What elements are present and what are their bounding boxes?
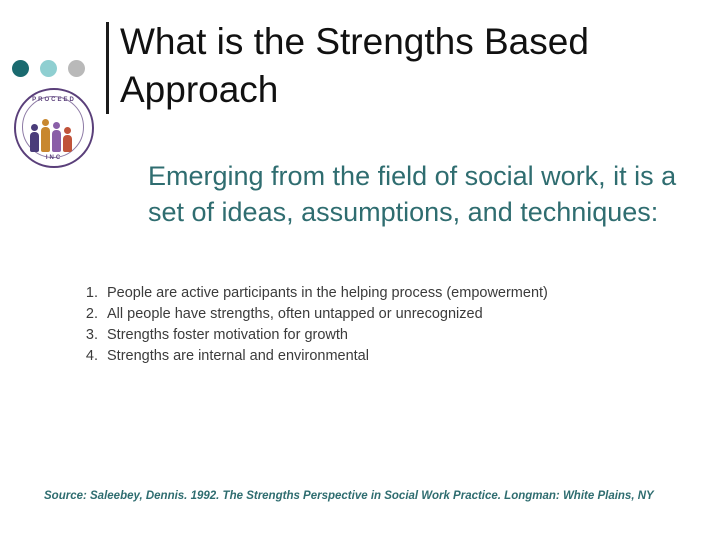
page-title: What is the Strengths Based Approach <box>120 21 589 110</box>
list-item <box>72 325 652 345</box>
list-item-number: 1. <box>85 285 98 301</box>
slide-subtitle: Emerging from the field of social work, it is a set of ideas, assumptions, and techniques: <box>148 161 677 227</box>
dot-light-teal-icon <box>40 60 57 77</box>
dot-teal-icon <box>12 60 29 77</box>
dot-gray-icon <box>68 60 85 77</box>
list-item-number: 2. <box>85 306 98 322</box>
list-item-number: 4. <box>85 348 98 364</box>
list-item-number: 3. <box>85 327 98 343</box>
numbered-list <box>72 283 652 367</box>
list-item <box>72 283 652 303</box>
figure-4-icon <box>63 127 72 152</box>
seal-top-label: PROCEED <box>32 97 76 103</box>
proceed-seal-icon <box>14 88 94 168</box>
seal-bottom-label: INC <box>45 155 63 161</box>
figure-1-icon <box>30 124 39 152</box>
figure-2-icon <box>41 119 50 152</box>
source-citation: Source: Saleebey, Dennis. 1992. The Strengths Perspective in Social Work Practice. Longman: White Plains, NY <box>44 490 654 502</box>
people-figures-icon <box>30 114 78 152</box>
list-item <box>72 346 652 366</box>
list-item-label: Strengths are internal and environmental <box>107 348 369 364</box>
list-item-label: Strengths foster motivation for growth <box>107 327 348 343</box>
organization-logo <box>8 50 100 170</box>
list-item <box>72 304 652 324</box>
list-item-label: All people have strengths, often untapped or unrecognized <box>107 306 483 322</box>
decorative-dots <box>12 60 85 77</box>
list-item-label: People are active participants in the helping process (empowerment) <box>107 285 548 301</box>
figure-3-icon <box>52 122 61 152</box>
title-divider <box>106 22 109 114</box>
